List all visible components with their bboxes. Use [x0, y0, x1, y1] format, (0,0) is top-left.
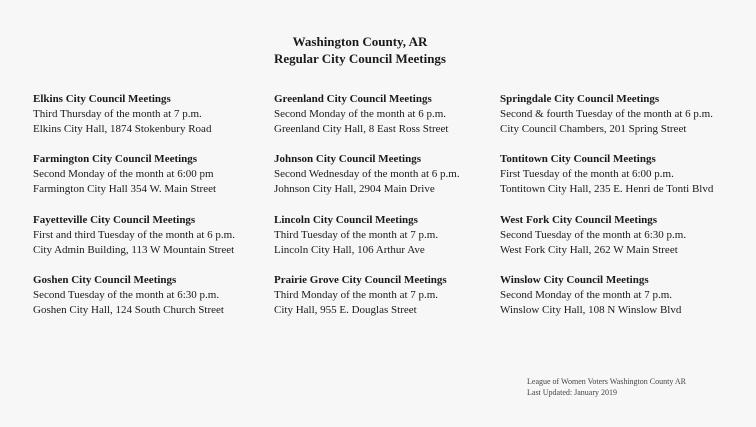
meeting-schedule: Second & fourth Tuesday of the month at 6 p.m.: [500, 108, 713, 120]
meeting-location: City Admin Building, 113 W Mountain Street: [33, 244, 235, 256]
meeting-name: Goshen City Council Meetings: [33, 274, 177, 286]
meeting-schedule: Third Thursday of the month at 7 p.m.: [33, 108, 202, 120]
meeting-tontitown: [500, 152, 713, 197]
meeting-name: Elkins City Council Meetings: [33, 93, 171, 105]
meeting-name: Springdale City Council Meetings: [500, 93, 660, 105]
meeting-location: Goshen City Hall, 124 South Church Street: [33, 304, 224, 316]
meeting-name: Johnson City Council Meetings: [274, 153, 421, 165]
footer-organization: League of Women Voters Washington County AR: [527, 377, 686, 386]
meeting-name: Tontitown City Council Meetings: [500, 153, 656, 165]
meeting-name: Farmington City Council Meetings: [33, 153, 198, 165]
page-subtitle: Regular City Council Meetings: [274, 51, 446, 66]
meeting-schedule: Second Tuesday of the month at 6:30 p.m.: [33, 289, 220, 301]
meeting-location: City Council Chambers, 201 Spring Street: [500, 123, 687, 135]
meeting-johnson: [274, 152, 460, 197]
meeting-schedule: Second Monday of the month at 6 p.m.: [274, 108, 447, 120]
meeting-schedule: First Tuesday of the month at 6:00 p.m.: [500, 168, 674, 180]
meeting-schedule: Third Tuesday of the month at 7 p.m.: [274, 229, 439, 241]
meeting-name: Winslow City Council Meetings: [500, 274, 649, 286]
meeting-name: Greenland City Council Meetings: [274, 93, 432, 105]
meeting-prairie-grove: [274, 273, 447, 318]
meeting-location: Farmington City Hall 354 W. Main Street: [33, 183, 217, 195]
meeting-name: Fayetteville City Council Meetings: [33, 214, 196, 226]
footer: [527, 376, 686, 398]
meeting-springdale: [500, 92, 713, 137]
meeting-schedule: Third Monday of the month at 7 p.m.: [274, 289, 439, 301]
meeting-fayetteville: [33, 213, 235, 258]
meeting-location: Winslow City Hall, 108 N Winslow Blvd: [500, 304, 682, 316]
meeting-location: City Hall, 955 E. Douglas Street: [274, 304, 417, 316]
meeting-name: Lincoln City Council Meetings: [274, 214, 418, 226]
meeting-schedule: Second Tuesday of the month at 6:30 p.m.: [500, 229, 687, 241]
meeting-west-fork: [500, 213, 686, 258]
meeting-goshen: [33, 273, 224, 318]
meeting-farmington: [33, 152, 216, 197]
meeting-greenland: [274, 92, 448, 137]
meeting-lincoln: [274, 213, 438, 258]
meeting-location: Tontitown City Hall, 235 E. Henri de Tonti Blvd: [500, 183, 714, 195]
meeting-schedule: First and third Tuesday of the month at 6 p.m.: [33, 229, 235, 241]
meeting-location: West Fork City Hall, 262 W Main Street: [500, 244, 678, 256]
meeting-schedule: Second Monday of the month at 7 p.m.: [500, 289, 673, 301]
page-title: Washington County, AR: [292, 34, 428, 49]
meeting-name: West Fork City Council Meetings: [500, 214, 658, 226]
meeting-elkins: [33, 92, 211, 137]
meeting-location: Johnson City Hall, 2904 Main Drive: [274, 183, 435, 195]
meeting-location: Elkins City Hall, 1874 Stokenbury Road: [33, 123, 212, 135]
meeting-schedule: Second Monday of the month at 6:00 pm: [33, 168, 214, 180]
meeting-winslow: [500, 273, 681, 318]
meeting-location: Greenland City Hall, 8 East Ross Street: [274, 123, 449, 135]
meeting-name: Prairie Grove City Council Meetings: [274, 274, 447, 286]
footer-updated: Last Updated: January 2019: [527, 388, 617, 397]
meeting-schedule: Second Wednesday of the month at 6 p.m.: [274, 168, 460, 180]
meeting-location: Lincoln City Hall, 106 Arthur Ave: [274, 244, 425, 256]
